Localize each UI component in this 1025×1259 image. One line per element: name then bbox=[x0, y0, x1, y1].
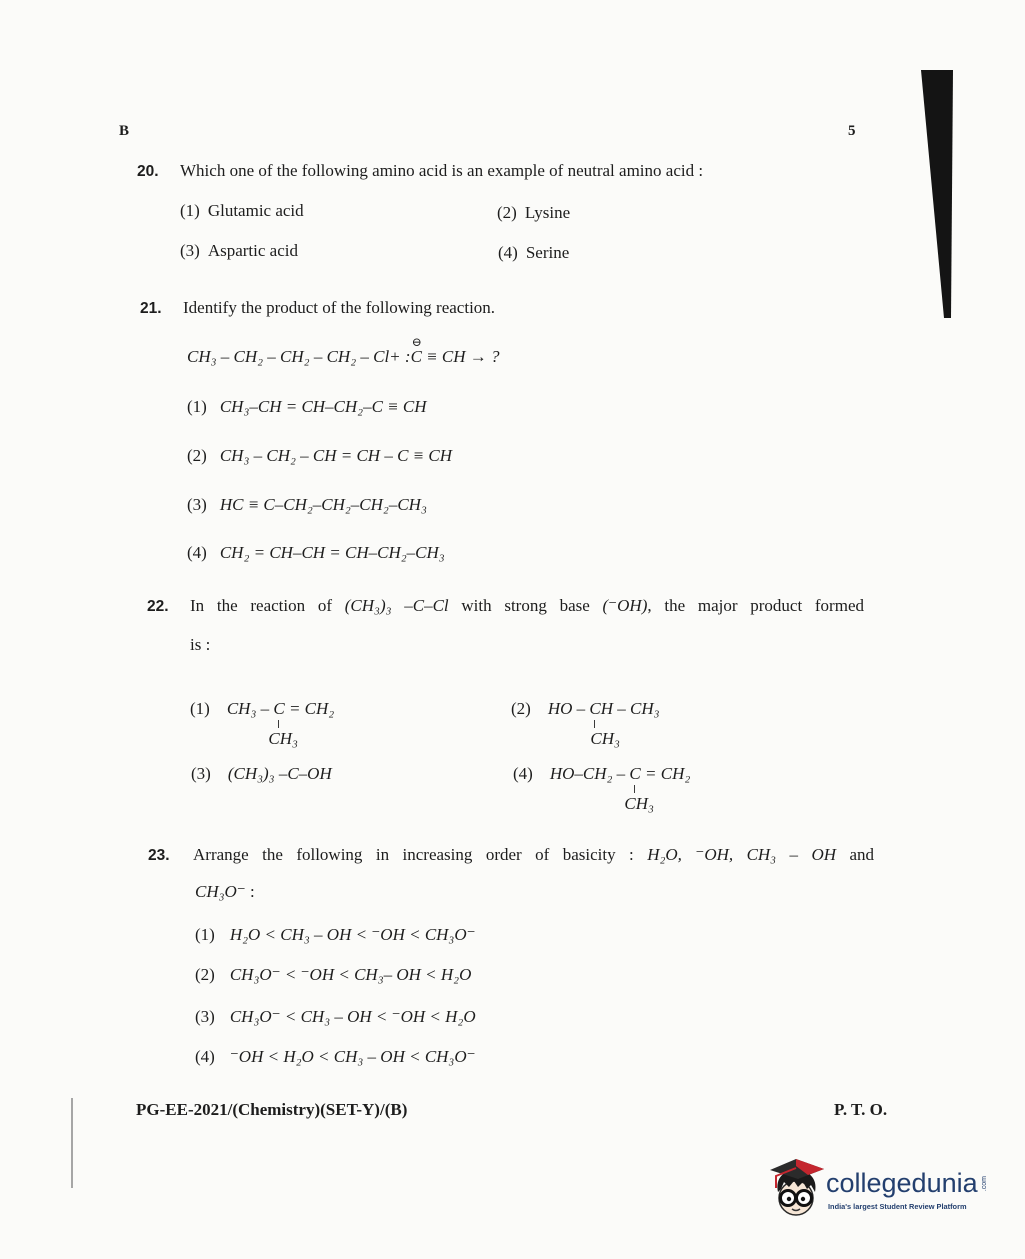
q21-option-2 bbox=[187, 446, 452, 466]
q23-option-4 bbox=[195, 1047, 476, 1067]
reaction-rest: ≡ CH → ? bbox=[421, 347, 500, 366]
option-formula: CH₃ – CH₂ – CH = CH – C ≡ CH bbox=[219, 446, 453, 465]
formula-part: – CH₃ bbox=[613, 699, 660, 718]
q20-option-1 bbox=[180, 201, 304, 221]
option-label: (3) bbox=[191, 764, 211, 783]
atom-symbol: CH bbox=[589, 699, 614, 718]
methyl-branch: CH₃ bbox=[590, 729, 620, 748]
q23-option-3 bbox=[195, 1007, 476, 1027]
species-formula: CH₃O⁻ bbox=[195, 882, 246, 901]
q20-text: Which one of the following amino acid is an example of neutral amino acid : bbox=[180, 161, 704, 180]
formula-part: HO – bbox=[547, 699, 590, 718]
option-label: (2) bbox=[187, 446, 207, 465]
option-formula bbox=[549, 764, 691, 813]
q22-prompt bbox=[190, 596, 864, 616]
vertical-bond-line bbox=[594, 720, 595, 728]
q20-number: 20. bbox=[137, 163, 159, 180]
prompt-text: In the reaction of bbox=[190, 596, 345, 615]
option-label: (3) bbox=[180, 241, 200, 260]
option-label: (1) bbox=[190, 699, 210, 718]
q22-option-1 bbox=[190, 699, 335, 748]
option-text: Aspartic acid bbox=[207, 241, 298, 260]
option-formula bbox=[547, 699, 660, 748]
q23-option-2 bbox=[195, 965, 471, 985]
option-label: (3) bbox=[195, 1007, 215, 1026]
option-label: (3) bbox=[187, 495, 207, 514]
formula-part: = CH₂ bbox=[284, 699, 335, 718]
branch-atom bbox=[589, 699, 620, 748]
option-text: Serine bbox=[525, 243, 570, 262]
branch-atom bbox=[268, 699, 298, 748]
option-formula: CH₃O⁻ < CH₃ – OH < ⁻OH < H₂O bbox=[229, 1007, 476, 1026]
option-label: (2) bbox=[497, 203, 517, 222]
q20-option-3 bbox=[180, 241, 298, 261]
option-text: Glutamic acid bbox=[207, 201, 304, 220]
formula-part: = CH₂ bbox=[640, 764, 691, 783]
q21-reaction bbox=[187, 335, 500, 367]
prompt-text: : bbox=[245, 882, 255, 901]
q21-option-4 bbox=[187, 543, 445, 563]
scan-edge-shadow bbox=[921, 70, 953, 318]
q20-option-2 bbox=[497, 203, 570, 223]
q22-option-3 bbox=[191, 764, 332, 784]
option-formula: (CH₃)₃ –C–OH bbox=[227, 764, 332, 783]
q22-option-4 bbox=[513, 764, 691, 813]
option-formula bbox=[226, 699, 335, 748]
option-text: Lysine bbox=[524, 203, 571, 222]
prompt-text: , the major product formed bbox=[647, 596, 864, 615]
q22-option-2 bbox=[511, 699, 660, 748]
q20-option-4 bbox=[498, 243, 569, 263]
set-letter: B bbox=[119, 123, 130, 139]
option-label: (4) bbox=[513, 764, 533, 783]
option-label: (1) bbox=[180, 201, 200, 220]
q21-option-1 bbox=[187, 397, 427, 417]
q21-text: Identify the product of the following reaction. bbox=[183, 298, 496, 317]
option-label: (4) bbox=[187, 543, 207, 562]
page-number: 5 bbox=[848, 123, 856, 139]
substrate-formula: (CH₃)₃ –C–Cl bbox=[344, 596, 449, 615]
vertical-bond-line bbox=[634, 785, 635, 793]
option-label: (2) bbox=[195, 965, 215, 984]
option-label: (2) bbox=[511, 699, 531, 718]
carbanion-atom bbox=[410, 335, 422, 367]
atom-symbol: C bbox=[273, 699, 285, 718]
prompt-text: Arrange the following in increasing order of basicity : bbox=[193, 845, 648, 864]
option-label: (4) bbox=[498, 243, 518, 262]
option-formula: CH₃–CH = CH–CH₂–C ≡ CH bbox=[219, 397, 427, 416]
species-formula: H₂O, ⁻OH, CH₃ – OH bbox=[647, 845, 837, 864]
logo-wordmark: collegedunia bbox=[826, 1168, 978, 1198]
methyl-branch: CH₃ bbox=[268, 729, 298, 748]
negative-charge-icon: ⊖ bbox=[411, 335, 422, 349]
vertical-bond-line bbox=[278, 720, 279, 728]
option-formula: H₂O < CH₃ – OH < ⁻OH < CH₃O⁻ bbox=[229, 925, 476, 944]
reaction-reactants: CH₃ – CH₂ – CH₂ – CH₂ – Cl+ : bbox=[187, 347, 411, 366]
prompt-text: with strong base bbox=[448, 596, 603, 615]
q23-number: 23. bbox=[148, 847, 170, 864]
pto-label: P. T. O. bbox=[834, 1100, 888, 1119]
option-label: (1) bbox=[195, 925, 215, 944]
base-formula: (⁻OH) bbox=[602, 596, 648, 615]
option-formula: CH₂ = CH–CH = CH–CH₂–CH₃ bbox=[219, 543, 445, 562]
formula-part: CH₃ – bbox=[226, 699, 274, 718]
option-label: (1) bbox=[187, 397, 207, 416]
formula-part: HO–CH₂ – bbox=[549, 764, 630, 783]
q22-number: 22. bbox=[147, 598, 169, 615]
q21-number: 21. bbox=[140, 300, 162, 317]
option-label: (4) bbox=[195, 1047, 215, 1066]
carbanion-symbol: C bbox=[410, 347, 422, 366]
option-formula: CH₃O⁻ < ⁻OH < CH₃– OH < H₂O bbox=[229, 965, 472, 984]
exam-code: PG-EE-2021/(Chemistry)(SET-Y)/(B) bbox=[136, 1100, 408, 1119]
logo-domain: .com bbox=[981, 1176, 988, 1192]
q23-option-1 bbox=[195, 925, 476, 945]
q21-option-3 bbox=[187, 495, 427, 515]
option-formula: ⁻OH < H₂O < CH₃ – OH < CH₃O⁻ bbox=[229, 1047, 476, 1066]
q23-prompt-end bbox=[195, 882, 255, 902]
q23-prompt bbox=[193, 845, 874, 865]
methyl-branch: CH₃ bbox=[624, 794, 654, 813]
logo-tagline: India's largest Student Review Platform bbox=[828, 1202, 967, 1211]
q22-prompt-end: is : bbox=[190, 635, 211, 654]
option-formula: HC ≡ C–CH₂–CH₂–CH₂–CH₃ bbox=[219, 495, 427, 514]
prompt-text: and bbox=[836, 845, 874, 864]
atom-symbol: C bbox=[629, 764, 641, 783]
collegedunia-mascot-icon bbox=[766, 1150, 826, 1222]
branch-atom bbox=[624, 764, 654, 813]
